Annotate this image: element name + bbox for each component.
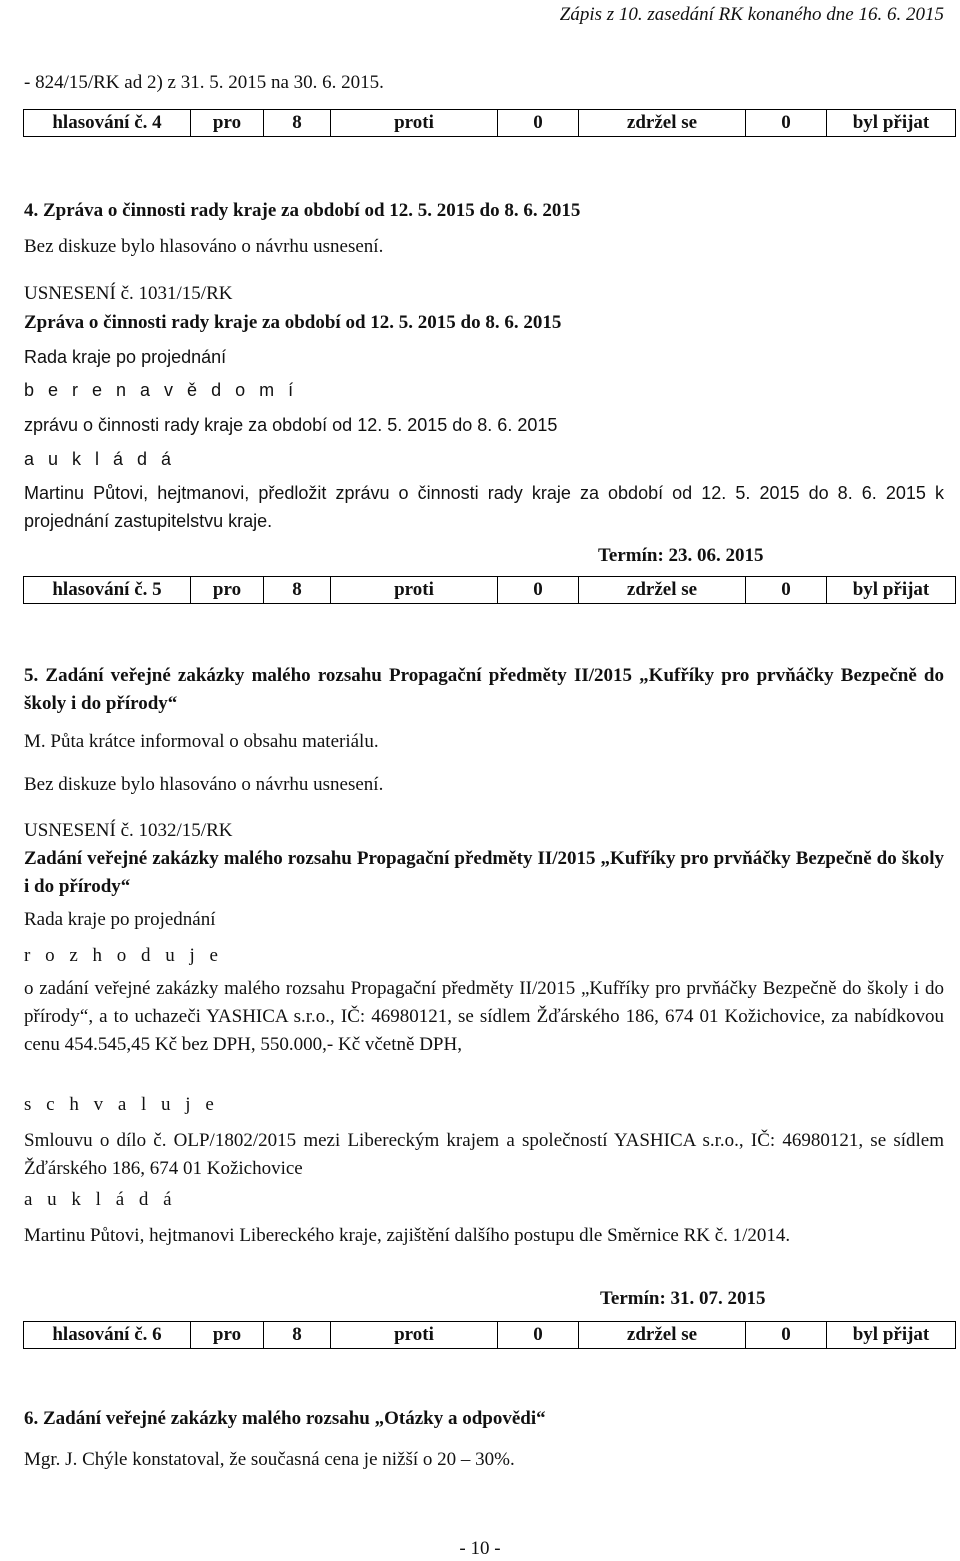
- vote-label: hlasování č. 5: [24, 577, 191, 604]
- vote-zdrzel-label: zdržel se: [579, 1322, 746, 1349]
- vote-table-6: [23, 1321, 956, 1349]
- item5-council: Rada kraje po projednání: [24, 909, 216, 930]
- page-number: - 10 -: [459, 1538, 501, 1559]
- vote-proti-label: proti: [331, 110, 498, 137]
- item5-heading: 5. Zadání veřejné zakázky malého rozsahu Propagační předměty II/2015 „Kufříky pro prvňáčky Bezpečně do školy i do přírody“: [24, 665, 944, 714]
- item5-resolution-number: USNESENÍ č. 1032/15/RK: [24, 820, 233, 841]
- item5-verb-decide: r o z h o d u j e: [24, 945, 223, 966]
- vote-label: hlasování č. 4: [24, 110, 191, 137]
- item4-verb-note: b e r e n a v ě d o m í: [24, 380, 298, 400]
- vote-proti-label: proti: [331, 1322, 498, 1349]
- item6-text: Mgr. J. Chýle konstatoval, že současná cena je nižší o 20 – 30%.: [24, 1449, 515, 1470]
- vote-zdrzel-count: 0: [746, 1322, 827, 1349]
- item5-no-discussion: Bez diskuze bylo hlasováno o návrhu usnesení.: [24, 774, 384, 795]
- item5-text-decide: o zadání veřejné zakázky malého rozsahu Propagační předměty II/2015 „Kufříky pro prvňáčky Bezpečně do školy i do přírody“, a to uchazeči YASHICA s.r.o., IČ: 46980121, se sídlem Žďárského 186, 674 01 Kožichovice, za nabídkovou cenu 454.545,45 Kč bez DPH, 550.000,- Kč včetně DPH,: [24, 978, 944, 1055]
- vote-zdrzel-label: zdržel se: [579, 110, 746, 137]
- item6-heading: 6. Zadání veřejné zakázky malého rozsahu „Otázky a odpovědi“: [24, 1408, 546, 1429]
- vote-pro-label: pro: [191, 577, 264, 604]
- item5-verb-assign: a u k l á d á: [24, 1189, 177, 1210]
- item4-deadline: Termín: 23. 06. 2015: [598, 545, 764, 566]
- vote-zdrzel-count: 0: [746, 110, 827, 137]
- vote-result: byl přijat: [827, 110, 956, 137]
- item5-verb-approve: s c h v a l u j e: [24, 1094, 219, 1115]
- vote-pro-count: 8: [264, 110, 331, 137]
- vote-zdrzel-label: zdržel se: [579, 577, 746, 604]
- item4-council: Rada kraje po projednání: [24, 347, 227, 367]
- item4-resolution-title: Zpráva o činnosti rady kraje za období od 12. 5. 2015 do 8. 6. 2015: [24, 312, 562, 333]
- vote-zdrzel-count: 0: [746, 577, 827, 604]
- vote-proti-label: proti: [331, 577, 498, 604]
- item4-text-note: zprávu o činnosti rady kraje za období od 12. 5. 2015 do 8. 6. 2015: [24, 415, 558, 435]
- vote-pro-count: 8: [264, 1322, 331, 1349]
- item4-verb-assign: a u k l á d á: [24, 449, 176, 469]
- item5-info: M. Půta krátce informoval o obsahu materiálu.: [24, 731, 379, 752]
- vote-proti-count: 0: [498, 1322, 579, 1349]
- item4-no-discussion: Bez diskuze bylo hlasováno o návrhu usnesení.: [24, 236, 384, 257]
- page-header: Zápis z 10. zasedání RK konaného dne 16. 6. 2015: [559, 4, 944, 25]
- item5-resolution-title: Zadání veřejné zakázky malého rozsahu Propagační předměty II/2015 „Kufříky pro prvňáčky Bezpečně do školy i do přírody“: [24, 848, 944, 897]
- vote-proti-count: 0: [498, 577, 579, 604]
- vote-pro-count: 8: [264, 577, 331, 604]
- vote-table-5: [23, 576, 956, 604]
- vote-result: byl přijat: [827, 577, 956, 604]
- item5-deadline: Termín: 31. 07. 2015: [600, 1288, 766, 1309]
- vote-table-4: [23, 109, 956, 137]
- vote-pro-label: pro: [191, 1322, 264, 1349]
- item4-heading: 4. Zpráva o činnosti rady kraje za období od 12. 5. 2015 do 8. 6. 2015: [24, 200, 581, 221]
- vote-proti-count: 0: [498, 110, 579, 137]
- item4-resolution-number: USNESENÍ č. 1031/15/RK: [24, 283, 233, 304]
- vote-pro-label: pro: [191, 110, 264, 137]
- item5-text-assign: Martinu Půtovi, hejtmanovi Libereckého kraje, zajištění dalšího postupu dle Směrnice RK č. 1/2014.: [24, 1225, 791, 1246]
- vote-result: byl přijat: [827, 1322, 956, 1349]
- intro-line: - 824/15/RK ad 2) z 31. 5. 2015 na 30. 6. 2015.: [24, 72, 384, 93]
- vote-label: hlasování č. 6: [24, 1322, 191, 1349]
- item5-text-approve: Smlouvu o dílo č. OLP/1802/2015 mezi Libereckým krajem a společností YASHICA s.r.o., IČ: 46980121, se sídlem Žďárského 186, 674 01 Kožichovice: [24, 1130, 944, 1179]
- item4-text-assign: Martinu Půtovi, hejtmanovi, předložit zprávu o činnosti rady kraje za období od 12. 5. 2015 do 8. 6. 2015 k projednání zastupitelstvu kraje.: [24, 483, 944, 531]
